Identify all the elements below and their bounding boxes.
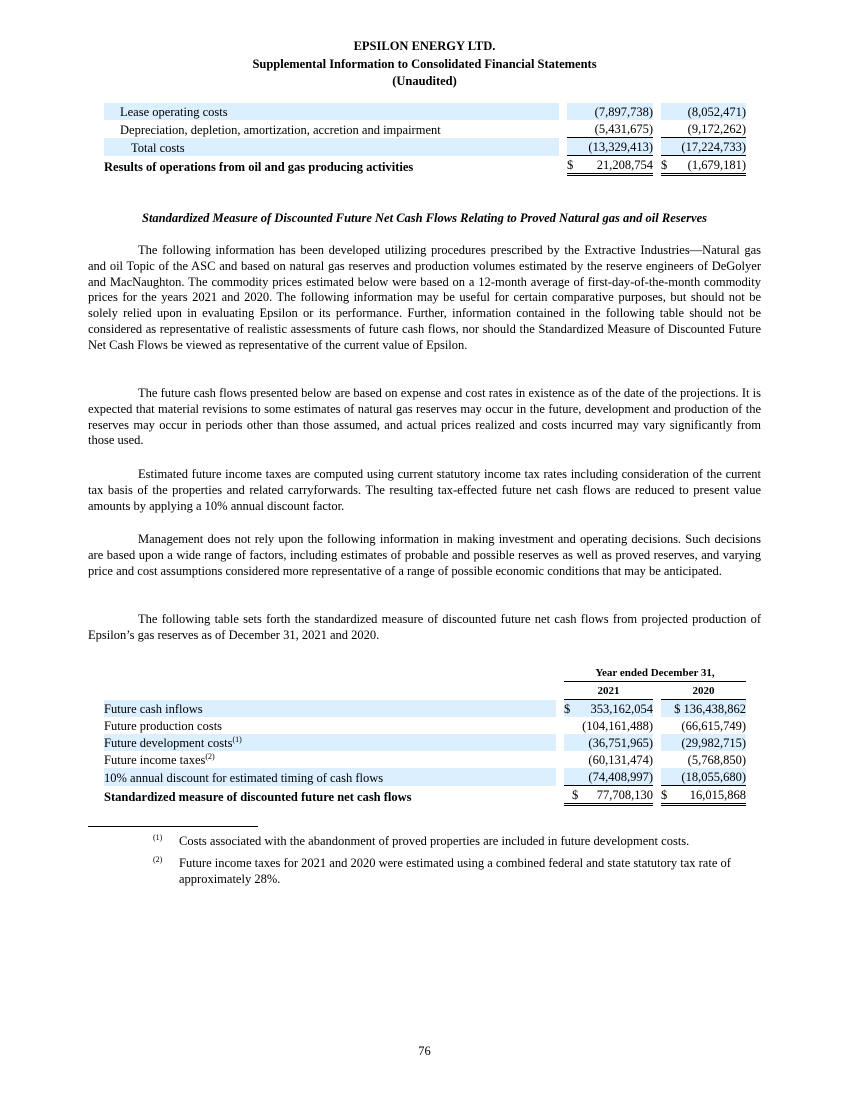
table-row bbox=[104, 751, 746, 768]
table-row bbox=[104, 103, 746, 120]
table-row bbox=[104, 768, 746, 786]
row-label: Future cash inflows bbox=[104, 700, 556, 718]
row-label: Results of operations from oil and gas producing activities bbox=[104, 159, 414, 174]
currency-symbol: $ bbox=[572, 788, 579, 802]
currency-symbol: $ bbox=[661, 788, 668, 802]
statement-subtitle: (Unaudited) bbox=[392, 74, 457, 88]
currency-symbol: $ bbox=[564, 702, 571, 716]
value-2021: (5,431,675) bbox=[567, 120, 653, 138]
results-of-operations-table bbox=[104, 103, 746, 176]
year-header-row bbox=[104, 682, 746, 700]
footnote-text: Costs associated with the abandonment of proved properties are included in future development costs. bbox=[179, 834, 690, 848]
value-2020: $ 136,438,862 bbox=[661, 700, 746, 718]
footnote-ref: (2) bbox=[205, 751, 215, 761]
row-label: Total costs bbox=[104, 138, 559, 156]
value-2021: (60,131,474) bbox=[588, 753, 653, 767]
standardized-measure-table bbox=[104, 664, 746, 806]
value-2021: (74,408,997) bbox=[564, 768, 653, 786]
value-2021: (36,751,965) bbox=[564, 734, 653, 751]
footnote bbox=[153, 833, 761, 849]
row-label: Lease operating costs bbox=[104, 103, 559, 120]
table-row bbox=[104, 138, 746, 156]
total-row bbox=[104, 786, 746, 805]
footnote-marker: (2) bbox=[153, 855, 163, 864]
row-label: Standardized measure of discounted future net cash flows bbox=[104, 789, 412, 804]
paragraph: The future cash flows presented below are based on expense and cost rates in existence as of the date of the projections. It is expected that material revisions to some estimates of natural gas reserves may occur in the future, development and production of the reserves may occur in periods other than those assumed, and actual prices realized and costs incurred may vary significantly from those used. bbox=[88, 386, 761, 448]
currency-symbol: $ bbox=[661, 158, 668, 172]
statement-title: Supplemental Information to Consolidated Financial Statements bbox=[252, 57, 597, 71]
value-2020: $ 16,015,868 bbox=[661, 786, 746, 805]
value-2021: (13,329,413) bbox=[567, 138, 653, 156]
value-2020: (29,982,715) bbox=[661, 734, 746, 751]
value-2020: (9,172,262) bbox=[661, 120, 746, 138]
footnote bbox=[153, 855, 761, 887]
paragraph: The following information has been developed utilizing procedures prescribed by the Extractive Industries—Natural gas and oil Topic of the ASC and based on natural gas reserves and production volumes estimated by the reserve engineers of DeGolyer and MacNaughton. The commodity prices estimated below were based on a 12-month average of first-day-of-the-month commodity prices for the years 2021 and 2020. The following information may be useful for certain comparative purposes, but should not be solely relied upon in evaluating Epsilon or its performance. Further, information contained in the following table should not be considered as representative of realistic assessments of future cash flows, nor should the Standardized Measure of Discounted Future Net Cash Flows be viewed as representative of the current value of Epsilon. bbox=[88, 243, 761, 352]
row-label: Depreciation, depletion, amortization, accretion and impairment bbox=[120, 122, 441, 137]
value-2021: $ 353,162,054 bbox=[564, 700, 653, 718]
footnote-divider bbox=[88, 826, 258, 827]
table-row bbox=[104, 734, 746, 751]
paragraph: The following table sets forth the standardized measure of discounted future net cash flows from projected production of Epsilon’s gas reserves as of December 31, 2021 and 2020. bbox=[88, 612, 761, 642]
period-header: Year ended December 31, bbox=[564, 664, 746, 682]
table-row bbox=[104, 717, 746, 734]
value-2021: (104,161,488) bbox=[582, 719, 653, 733]
row-label: Future development costs$^{(1)}$ bbox=[104, 734, 556, 751]
value-2020: (5,768,850) bbox=[687, 753, 746, 767]
footnote-ref: (1) bbox=[232, 734, 242, 744]
column-header-2021: 2021 bbox=[564, 682, 653, 700]
value-2020: (18,055,680) bbox=[661, 768, 746, 786]
table-row bbox=[104, 120, 746, 138]
value-2021: (7,897,738) bbox=[567, 103, 653, 120]
paragraph: Estimated future income taxes are computed using current statutory income tax rates including consideration of the current tax basis of the properties and related carryforwards. The resulting tax-effected future net cash flows are reduced to present value amounts by applying a 10% annual discount factor. bbox=[88, 467, 761, 513]
value-2021: $ 77,708,130 bbox=[564, 786, 653, 805]
section-heading: Standardized Measure of Discounted Future Net Cash Flows Relating to Proved Natural gas and oil Reserves bbox=[142, 211, 707, 225]
footnote-text: Future income taxes for 2021 and 2020 were estimated using a combined federal and state statutory tax rate of approximately 28%. bbox=[179, 856, 731, 886]
footnote-marker: (1) bbox=[153, 833, 163, 842]
page-number: 76 bbox=[418, 1044, 431, 1058]
value-2020: (17,224,733) bbox=[661, 138, 746, 156]
value-2020: (66,615,749) bbox=[681, 719, 746, 733]
paragraph: Management does not rely upon the following information in making investment and operating decisions. Such decisions are based upon a wide range of factors, including estimates of probable and possible reserves as well as proved reserves, and varying price and cost assumptions considered more representative of a range of possible economic conditions that may be anticipated. bbox=[88, 532, 761, 578]
value-2020: (8,052,471) bbox=[661, 103, 746, 120]
column-header-2020: 2020 bbox=[661, 682, 746, 700]
period-header-row bbox=[104, 664, 746, 682]
value-2021: $ 21,208,754 bbox=[567, 156, 653, 175]
row-label: Future production costs bbox=[104, 719, 223, 733]
currency-symbol: $ bbox=[567, 158, 574, 172]
table-row bbox=[104, 700, 746, 718]
total-row bbox=[104, 156, 746, 175]
company-name: EPSILON ENERGY LTD. bbox=[353, 39, 496, 53]
value-2020: $ (1,679,181) bbox=[661, 156, 746, 175]
row-label: 10% annual discount for estimated timing of cash flows bbox=[104, 768, 556, 786]
row-label: Future income taxes$^{(2)}$ bbox=[104, 751, 215, 767]
